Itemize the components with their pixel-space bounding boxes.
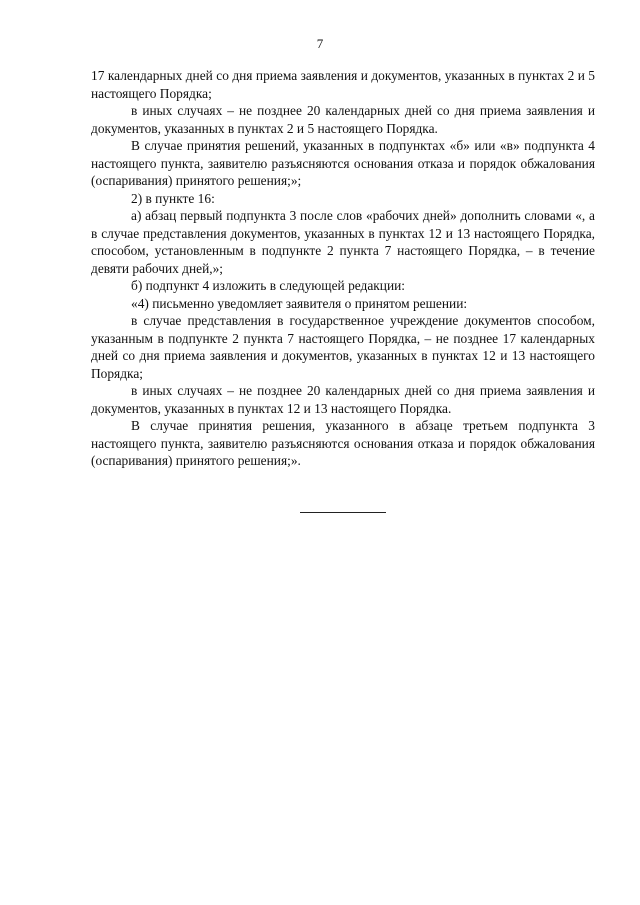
- end-divider: [300, 512, 386, 513]
- paragraph: В случае принятия решений, указанных в подпунктах «б» или «в» подпункта 4 настоящего пункта, заявителю разъясняются основания отказа и порядок обжалования (оспаривания) принятого решения;»;: [91, 138, 595, 188]
- paragraph: а) абзац первый подпункта 3 после слов «рабочих дней» дополнить словами «, а в случае представления документов, указанных в пунктах 12 и 13 настоящего Порядка, способом, установленным в подпункте 2 пункта 7 настоящего Порядка, – в течение девяти рабочих дней,»;: [91, 208, 595, 276]
- paragraph: «4) письменно уведомляет заявителя о принятом решении:: [131, 295, 468, 311]
- document-body: [91, 67, 595, 470]
- page-number: 7: [316, 36, 324, 51]
- paragraph: б) подпункт 4 изложить в следующей редакции:: [131, 278, 406, 293]
- paragraph-continuation: 17 календарных дней со дня приема заявления и документов, указанных в пунктах 2 и 5 настоящего Порядка;: [91, 68, 595, 101]
- paragraph: В случае принятия решения, указанного в абзаце третьем подпункта 3 настоящего пункта, заявителю разъясняются основания отказа и порядок обжалования (оспаривания) принятого решения;».: [91, 418, 595, 468]
- paragraph: в иных случаях – не позднее 20 календарных дней со дня приема заявления и документов, указанных в пунктах 12 и 13 настоящего Порядка.: [91, 383, 595, 416]
- paragraph: 2) в пункте 16:: [131, 190, 215, 206]
- paragraph: в случае представления в государственное учреждение документов способом, указанным в подпункте 2 пункта 7 настоящего Порядка, – не позднее 17 календарных дней со дня приема заявления и документов, указанных в пунктах 12 и 13 настоящего Порядка;: [91, 313, 595, 381]
- paragraph: в иных случаях – не позднее 20 календарных дней со дня приема заявления и документов, указанных в пунктах 2 и 5 настоящего Порядка.: [91, 103, 595, 136]
